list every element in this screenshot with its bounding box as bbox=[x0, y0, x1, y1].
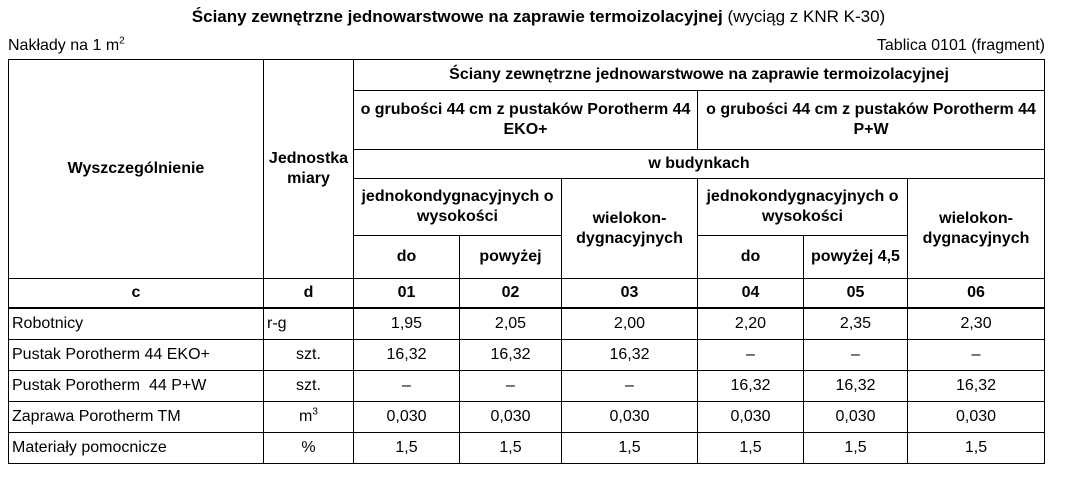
header-unit: Jednostka miary bbox=[264, 60, 354, 279]
row-value: 2,35 bbox=[804, 308, 908, 340]
header-multi-storey-eko: wielokon-dygnacyjnych bbox=[562, 179, 698, 279]
row-value: 16,32 bbox=[460, 340, 562, 371]
header-main: Ściany zewnętrzne jednowarstwowe na zaprawie termoizolacyjnej bbox=[354, 60, 1045, 91]
norms-table bbox=[8, 59, 1045, 464]
row-value: 1,95 bbox=[354, 308, 460, 340]
code-cell: 03 bbox=[562, 279, 698, 309]
norm-basis-sup: 2 bbox=[119, 35, 125, 47]
table-row bbox=[9, 340, 1045, 371]
row-value: 16,32 bbox=[804, 371, 908, 402]
header-above-pw: powyżej 4,5 bbox=[804, 236, 908, 279]
norm-basis bbox=[8, 36, 125, 56]
header-up-to-eko: do bbox=[354, 236, 460, 279]
row-value: 0,030 bbox=[908, 402, 1045, 433]
row-value: 1,5 bbox=[908, 433, 1045, 464]
row-value: 1,5 bbox=[562, 433, 698, 464]
row-unit: % bbox=[264, 433, 354, 464]
row-value: 2,20 bbox=[698, 308, 804, 340]
header-group-pw: o grubości 44 cm z pustaków Porotherm 44 P+W bbox=[698, 91, 1045, 150]
row-value: 1,5 bbox=[804, 433, 908, 464]
row-value: – bbox=[460, 371, 562, 402]
row-value: 0,030 bbox=[562, 402, 698, 433]
code-cell: 06 bbox=[908, 279, 1045, 309]
row-value: 2,30 bbox=[908, 308, 1045, 340]
code-cell: d bbox=[264, 279, 354, 309]
code-cell: 01 bbox=[354, 279, 460, 309]
header-specification: Wyszczególnienie bbox=[9, 60, 264, 279]
header-group-eko: o grubości 44 cm z pustaków Porotherm 44 EKO+ bbox=[354, 91, 698, 150]
code-cell: 02 bbox=[460, 279, 562, 309]
table-reference: Tablica 0101 (fragment) bbox=[876, 37, 1045, 54]
row-value: – bbox=[804, 340, 908, 371]
row-name: Robotnicy bbox=[9, 308, 264, 340]
row-unit: r-g bbox=[264, 308, 354, 340]
row-value: – bbox=[562, 371, 698, 402]
table-row bbox=[9, 402, 1045, 433]
row-unit-sup: 3 bbox=[312, 406, 318, 418]
row-value: 1,5 bbox=[354, 433, 460, 464]
row-value: – bbox=[354, 371, 460, 402]
row-unit: m bbox=[299, 408, 313, 425]
code-cell: 05 bbox=[804, 279, 908, 309]
header-multi-storey-pw: wielokon-dygnacyjnych bbox=[908, 179, 1045, 279]
row-value: 16,32 bbox=[698, 371, 804, 402]
row-value: 16,32 bbox=[562, 340, 698, 371]
row-value: – bbox=[698, 340, 804, 371]
table-row bbox=[9, 308, 1045, 340]
row-name: Pustak Porotherm 44 EKO+ bbox=[9, 340, 264, 371]
header-above-eko: powyżej bbox=[460, 236, 562, 279]
header-buildings: w budynkach bbox=[354, 150, 1045, 179]
row-name: Pustak Porotherm 44 P+W bbox=[9, 371, 264, 402]
code-cell: c bbox=[9, 279, 264, 309]
title-bold: Ściany zewnętrzne jednowarstwowe na zaprawie termoizolacyjnej bbox=[191, 7, 723, 26]
row-value: 0,030 bbox=[460, 402, 562, 433]
row-unit: szt. bbox=[264, 371, 354, 402]
row-value: 0,030 bbox=[698, 402, 804, 433]
row-name: Zaprawa Porotherm TM bbox=[9, 402, 264, 433]
row-value: 2,05 bbox=[460, 308, 562, 340]
header-single-storey-eko: jednokondygnacyjnych o wysokości bbox=[354, 179, 562, 236]
title-normal: (wyciąg z KNR K-30) bbox=[722, 7, 886, 26]
row-value: 16,32 bbox=[908, 371, 1045, 402]
row-unit: szt. bbox=[264, 340, 354, 371]
header-single-storey-pw: jednokondygnacyjnych o wysokości bbox=[698, 179, 908, 236]
row-value: 1,5 bbox=[698, 433, 804, 464]
row-value: 1,5 bbox=[460, 433, 562, 464]
row-unit-cell bbox=[264, 402, 354, 433]
row-value: 16,32 bbox=[354, 340, 460, 371]
row-value: 0,030 bbox=[354, 402, 460, 433]
code-cell: 04 bbox=[698, 279, 804, 309]
row-value: 0,030 bbox=[804, 402, 908, 433]
row-value: – bbox=[908, 340, 1045, 371]
document-title bbox=[0, 6, 1077, 28]
table-row bbox=[9, 433, 1045, 464]
header-up-to-pw: do bbox=[698, 236, 804, 279]
table-row bbox=[9, 371, 1045, 402]
row-name: Materiały pomocnicze bbox=[9, 433, 264, 464]
row-value: 2,00 bbox=[562, 308, 698, 340]
norm-basis-text: Nakłady na 1 m bbox=[8, 37, 120, 54]
